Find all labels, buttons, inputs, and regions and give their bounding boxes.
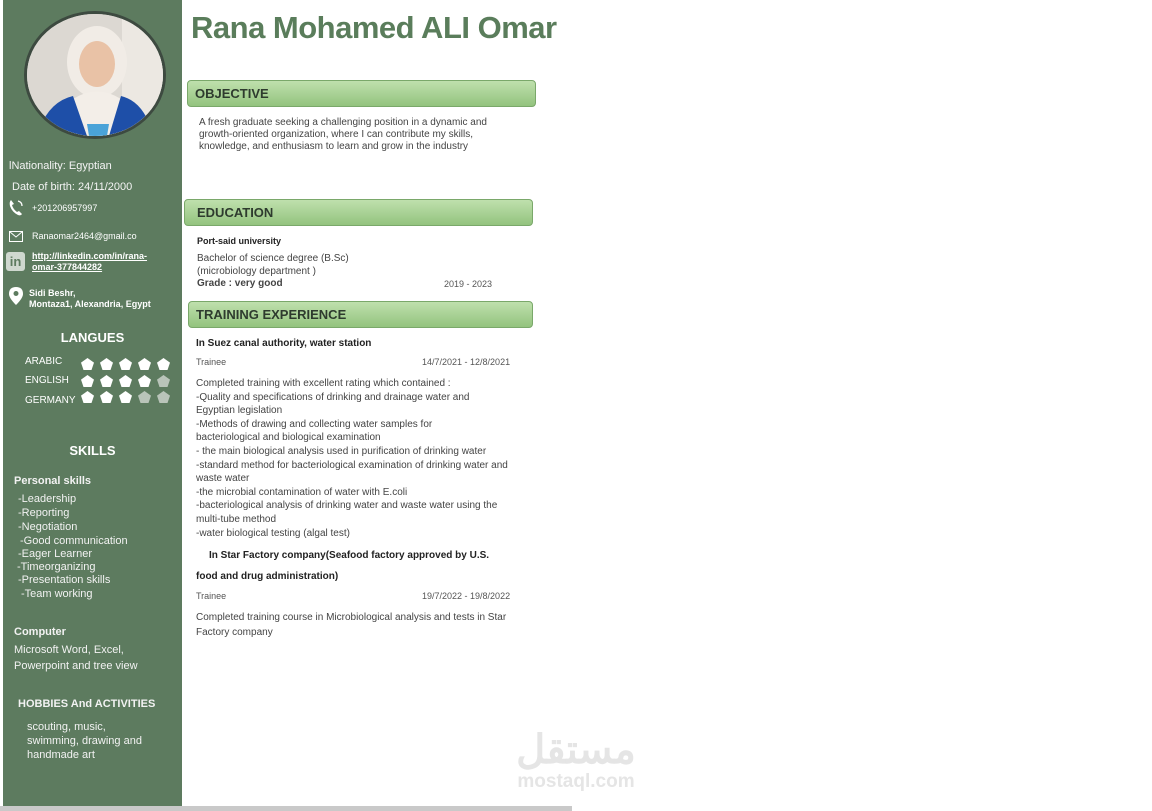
training-1-line: -the microbial contamination of water with E.coli bbox=[196, 486, 408, 498]
skill-item: -Presentation skills bbox=[18, 574, 111, 586]
training-1-line: Egyptian legislation bbox=[196, 405, 283, 417]
date-of-birth: Date of birth: 24/11/2000 bbox=[12, 181, 133, 193]
education-heading: EDUCATION bbox=[184, 199, 533, 226]
skill-item: -Reporting bbox=[18, 507, 70, 519]
training-2-title-line-1: In Star Factory company(Seafood factory approved by U.S. bbox=[209, 550, 490, 561]
language-name-arabic: ARABIC bbox=[25, 356, 63, 367]
language-rating-english bbox=[81, 375, 170, 387]
rating-filled-icon bbox=[81, 391, 94, 403]
phone-icon bbox=[8, 199, 24, 217]
training-1-line: -bacteriological analysis of drinking water and waste water using the bbox=[196, 500, 498, 512]
training-2-line: Completed training course in Microbiological analysis and tests in Star bbox=[196, 612, 507, 623]
language-rating-germany bbox=[81, 391, 170, 403]
education-school: Port-said university bbox=[197, 236, 282, 246]
candidate-name: Rana Mohamed ALI Omar bbox=[191, 10, 557, 45]
skill-item: -Timeorganizing bbox=[17, 561, 96, 573]
skill-item: -Negotiation bbox=[18, 521, 78, 533]
rating-filled-icon bbox=[81, 375, 94, 387]
hobbies-line-2: swimming, drawing and bbox=[27, 735, 142, 747]
training-1-description bbox=[196, 377, 508, 540]
education-years: 2019 - 2023 bbox=[444, 279, 493, 289]
hobbies-line-1: scouting, music, bbox=[27, 721, 106, 733]
computer-skills-line-1: Microsoft Word, Excel, bbox=[14, 644, 124, 656]
training-2-title-line-2: food and drug administration) bbox=[196, 571, 339, 582]
page-scroll-edge bbox=[0, 806, 572, 811]
objective-line: knowledge, and enthusiasm to learn and grow in the industry bbox=[199, 141, 469, 152]
watermark-arabic: مستقل bbox=[516, 728, 636, 772]
training-2-line: Factory company bbox=[196, 627, 273, 638]
hobbies-heading: HOBBIES And ACTIVITIES bbox=[18, 698, 156, 710]
watermark-latin: mostaql.com bbox=[517, 771, 635, 792]
rating-filled-icon bbox=[157, 358, 170, 370]
address-line-1: Sidi Beshr, bbox=[29, 288, 76, 298]
education-degree: Bachelor of science degree (B.Sc) bbox=[197, 253, 349, 264]
rating-filled-icon bbox=[119, 358, 132, 370]
skill-item: -Leadership bbox=[18, 493, 77, 505]
skill-item: -Good communication bbox=[20, 535, 128, 547]
rating-filled-icon bbox=[138, 375, 151, 387]
hobbies-line-3: handmade art bbox=[27, 749, 95, 761]
computer-skills-line-2: Powerpoint and tree view bbox=[14, 660, 138, 672]
rating-empty-icon bbox=[138, 391, 151, 403]
rating-filled-icon bbox=[100, 358, 113, 370]
education-grade: Grade : very good bbox=[197, 278, 283, 289]
linkedin-link-line-1: http://linkedin.com/in/rana- bbox=[32, 251, 148, 261]
rating-filled-icon bbox=[138, 358, 151, 370]
training-1-line: waste water bbox=[196, 473, 250, 485]
computer-heading: Computer bbox=[14, 626, 66, 638]
skills-heading: SKILLS bbox=[69, 443, 116, 458]
training-1-line: -water biological testing (algal test) bbox=[196, 527, 350, 539]
training-1-line: - the main biological analysis used in purification of drinking water bbox=[196, 445, 487, 457]
training-1-role: Trainee bbox=[196, 357, 227, 367]
languages-heading: LANGUES bbox=[60, 330, 125, 345]
training-1-line: bacteriological and biological examination bbox=[196, 432, 381, 444]
training-1-line: -standard method for bacteriological examination of drinking water and bbox=[196, 459, 508, 471]
linkedin-link[interactable] bbox=[32, 251, 147, 273]
address bbox=[29, 288, 151, 310]
objective-line: A fresh graduate seeking a challenging position in a dynamic and bbox=[199, 117, 487, 128]
language-name-english: ENGLISH bbox=[25, 375, 69, 386]
training-heading: TRAINING EXPERIENCE bbox=[188, 301, 533, 328]
rating-filled-icon bbox=[100, 375, 113, 387]
training-1-line: -Methods of drawing and collecting water samples for bbox=[196, 418, 433, 430]
rating-filled-icon bbox=[81, 358, 94, 370]
training-1-line: multi-tube method bbox=[196, 513, 277, 525]
language-name-germany: GERMANY bbox=[25, 395, 76, 406]
rating-filled-icon bbox=[100, 391, 113, 403]
location-pin-icon bbox=[9, 287, 23, 305]
email-address: Ranaomar2464@gmail.co bbox=[32, 231, 137, 241]
training-2-dates: 19/7/2022 - 19/8/2022 bbox=[422, 591, 511, 601]
training-1-dates: 14/7/2021 - 12/8/2021 bbox=[422, 357, 511, 367]
address-line-2: Montaza1, Alexandria, Egypt bbox=[29, 299, 151, 309]
nationality: lNationality: Egyptian bbox=[9, 160, 112, 172]
linkedin-icon: in bbox=[6, 252, 25, 271]
education-department: (microbiology department ) bbox=[197, 266, 316, 277]
skill-item: -Eager Learner bbox=[18, 548, 92, 560]
linkedin-link-line-2: omar-377844282 bbox=[32, 262, 103, 272]
objective-heading: OBJECTIVE bbox=[187, 80, 536, 107]
rating-empty-icon bbox=[157, 375, 170, 387]
training-2-role: Trainee bbox=[196, 591, 227, 601]
rating-empty-icon bbox=[157, 391, 170, 403]
sidebar bbox=[3, 0, 182, 806]
language-rating-arabic bbox=[81, 358, 170, 370]
skill-item: -Team working bbox=[21, 588, 93, 600]
training-1-line: Completed training with excellent rating which contained : bbox=[196, 378, 451, 389]
training-1-title: In Suez canal authority, water station bbox=[196, 338, 372, 349]
objective-text bbox=[199, 117, 487, 153]
watermark bbox=[506, 728, 646, 792]
phone-number: +201206957997 bbox=[32, 203, 98, 213]
objective-line: growth-oriented organization, where I can contribute my skills, bbox=[199, 129, 474, 140]
rating-filled-icon bbox=[119, 391, 132, 403]
training-2-description bbox=[196, 610, 506, 640]
personal-skills-heading: Personal skills bbox=[14, 475, 92, 487]
training-1-line: -Quality and specifications of drinking and drainage water and bbox=[196, 391, 470, 403]
email-icon bbox=[9, 231, 23, 242]
profile-photo bbox=[24, 11, 166, 139]
rating-filled-icon bbox=[119, 375, 132, 387]
